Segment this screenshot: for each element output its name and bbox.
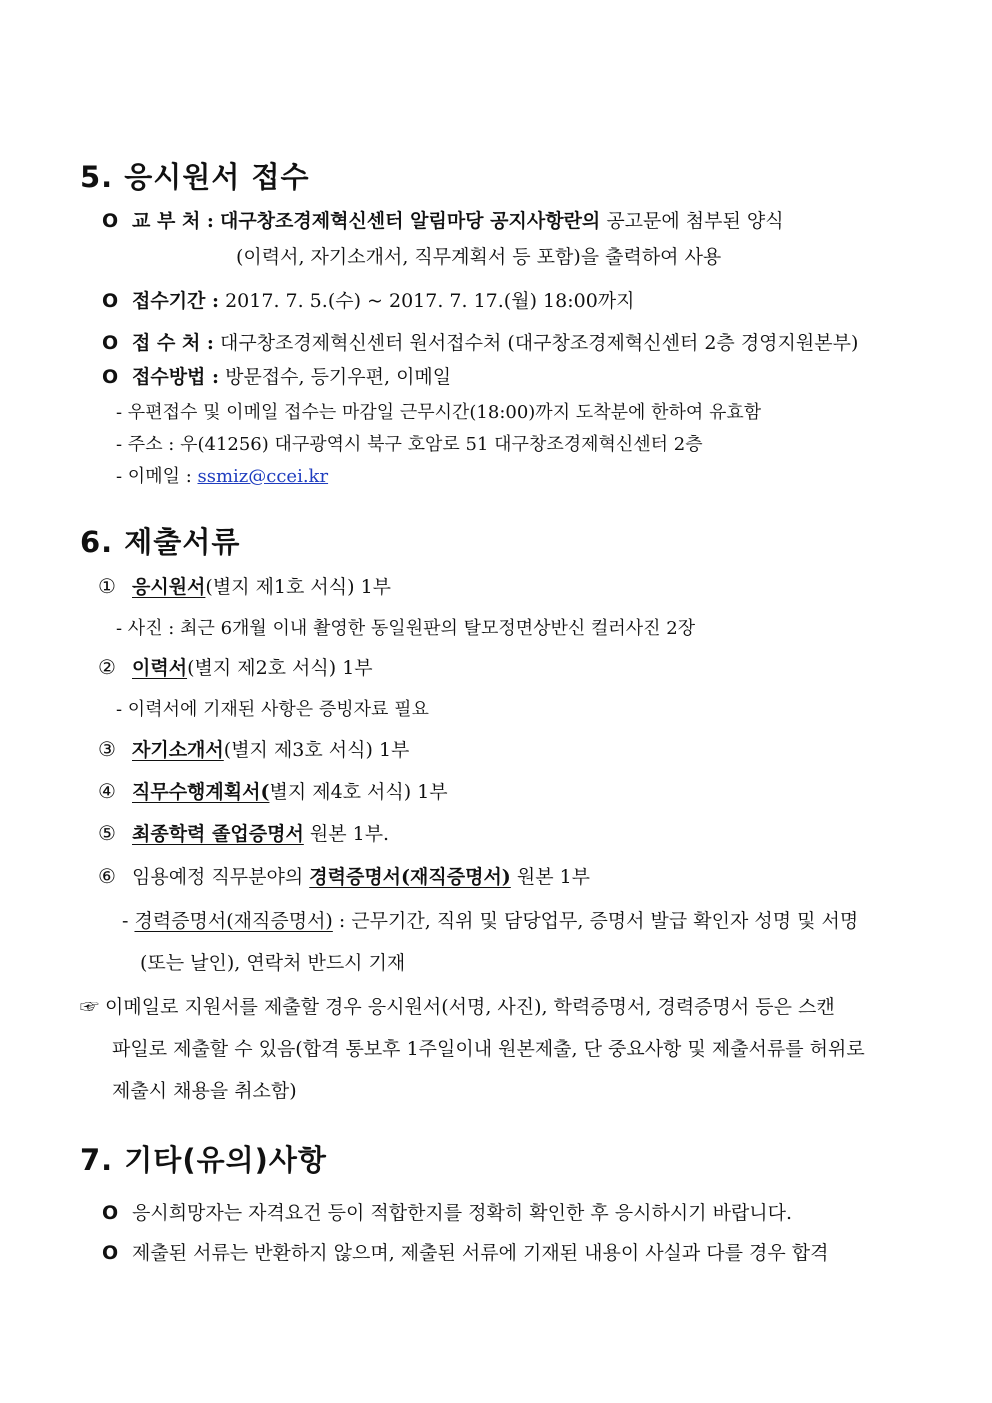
doc-item-6 xyxy=(98,862,590,889)
doc-item-1-sub: - 사진 : 최근 6개월 이내 촬영한 동일원판의 탈모정면상반신 컬러사진 2장 xyxy=(116,618,696,639)
item-name: 최종학력 졸업증명서 xyxy=(132,823,304,845)
bullet: O xyxy=(102,1242,119,1264)
doc-item-4 xyxy=(98,777,448,804)
item-name: 응시원서 xyxy=(132,576,206,598)
postal-note: - 우편접수 및 이메일 접수는 마감일 근무시간(18:00)까지 도착분에 한하여 유효함 xyxy=(116,402,762,423)
item-detail: (별지 제1호 서식) 1부 xyxy=(205,576,392,598)
section-6-title: 6. 제출서류 xyxy=(80,525,241,559)
receipt-place-row xyxy=(102,328,858,355)
item-prefix: 임용예정 직무분야의 xyxy=(132,866,310,888)
method-text: 방문접수, 등기우편, 이메일 xyxy=(219,366,452,388)
item-name: 경력증명서(재직증명서) xyxy=(309,866,511,888)
item-number: ① xyxy=(98,574,116,598)
dash: - xyxy=(122,910,135,932)
email-note-line-1: ☞ 이메일로 지원서를 제출할 경우 응시원서(서명, 사진), 학력증명서, 경력증명서 등은 스캔 xyxy=(80,996,835,1018)
notice-item-1 xyxy=(102,1198,792,1225)
notice-text: 응시희망자는 자격요건 등이 적합한지를 정확히 확인한 후 응시하시기 바랍니다. xyxy=(132,1202,793,1224)
doc-item-2-sub: - 이력서에 기재된 사항은 증빙자료 필요 xyxy=(116,699,429,720)
notice-text: 제출된 서류는 반환하지 않으며, 제출된 서류에 기재된 내용이 사실과 다를 경우 합격 xyxy=(132,1242,829,1264)
label: 접수기간 : xyxy=(132,290,220,312)
item-number: ⑤ xyxy=(98,821,116,845)
item-detail: 원본 1부 xyxy=(510,866,591,888)
item-number: ③ xyxy=(98,737,116,761)
item-number: ② xyxy=(98,655,116,679)
doc-item-1 xyxy=(98,572,391,599)
section-7-title: 7. 기타(유의)사항 xyxy=(80,1143,327,1177)
doc-item-6-sub xyxy=(122,906,858,933)
section-5-title: 5. 응시원서 접수 xyxy=(80,160,310,194)
period-text: 2017. 7. 5.(수) ~ 2017. 7. 17.(월) 18:00까지 xyxy=(219,290,635,312)
item-detail: 별지 제4호 서식) 1부 xyxy=(269,781,448,803)
item-number: ④ xyxy=(98,779,116,803)
label: 접수방법 : xyxy=(132,366,220,388)
bullet: O xyxy=(102,210,119,232)
item-detail: (별지 제2호 서식) 1부 xyxy=(187,657,373,679)
label: 접 수 처 : xyxy=(132,332,214,354)
source-bold-text: 대구창조경제혁신센터 알림마당 공지사항란의 xyxy=(219,210,601,232)
doc-item-3 xyxy=(98,735,409,762)
address-line: - 주소 : 우(41256) 대구광역시 북구 호암로 51 대구창조경제혁신센터 2층 xyxy=(116,434,703,455)
item-detail: (별지 제3호 서식) 1부 xyxy=(223,739,410,761)
bullet: O xyxy=(102,290,119,312)
place-text: 대구창조경제혁신센터 원서접수처 (대구창조경제혁신센터 2층 경영지원본부) xyxy=(213,332,859,354)
receipt-period-row xyxy=(102,286,635,313)
item-name: 이력서 xyxy=(132,657,188,679)
doc-item-6-sub-continuation: (또는 날인), 연락처 반드시 기재 xyxy=(140,952,406,974)
notice-item-2 xyxy=(102,1238,829,1265)
source-text: 공고문에 첨부된 양식 xyxy=(600,210,784,232)
email-link[interactable]: ssmiz@ccei.kr xyxy=(197,466,329,487)
career-cert-text: 경력증명서(재직증명서) xyxy=(134,910,333,932)
bullet: O xyxy=(102,332,119,354)
email-prefix: - 이메일 : xyxy=(116,466,198,487)
email-line xyxy=(116,462,328,488)
item-number: ⑥ xyxy=(98,864,116,888)
doc-item-5 xyxy=(98,819,389,846)
bullet: O xyxy=(102,1202,119,1224)
label: 교 부 처 : xyxy=(132,210,214,232)
item-name: 자기소개서 xyxy=(132,739,224,761)
bullet: O xyxy=(102,366,119,388)
receipt-source-continuation: (이력서, 자기소개서, 직무계획서 등 포함)을 출력하여 사용 xyxy=(236,246,722,268)
doc-item-2 xyxy=(98,653,373,680)
receipt-method-row xyxy=(102,362,451,389)
item-detail: 원본 1부. xyxy=(303,823,390,845)
item-name: 직무수행계획서( xyxy=(132,781,270,803)
email-note-line-2: 파일로 제출할 수 있음(합격 통보후 1주일이내 원본제출, 단 중요사항 및 제출서류를 허위로 xyxy=(112,1038,865,1060)
email-note-line-3: 제출시 채용을 취소함) xyxy=(112,1080,297,1102)
career-cert-detail: : 근무기간, 직위 및 담당업무, 증명서 발급 확인자 성명 및 서명 xyxy=(332,910,859,932)
receipt-source-row xyxy=(102,206,784,233)
